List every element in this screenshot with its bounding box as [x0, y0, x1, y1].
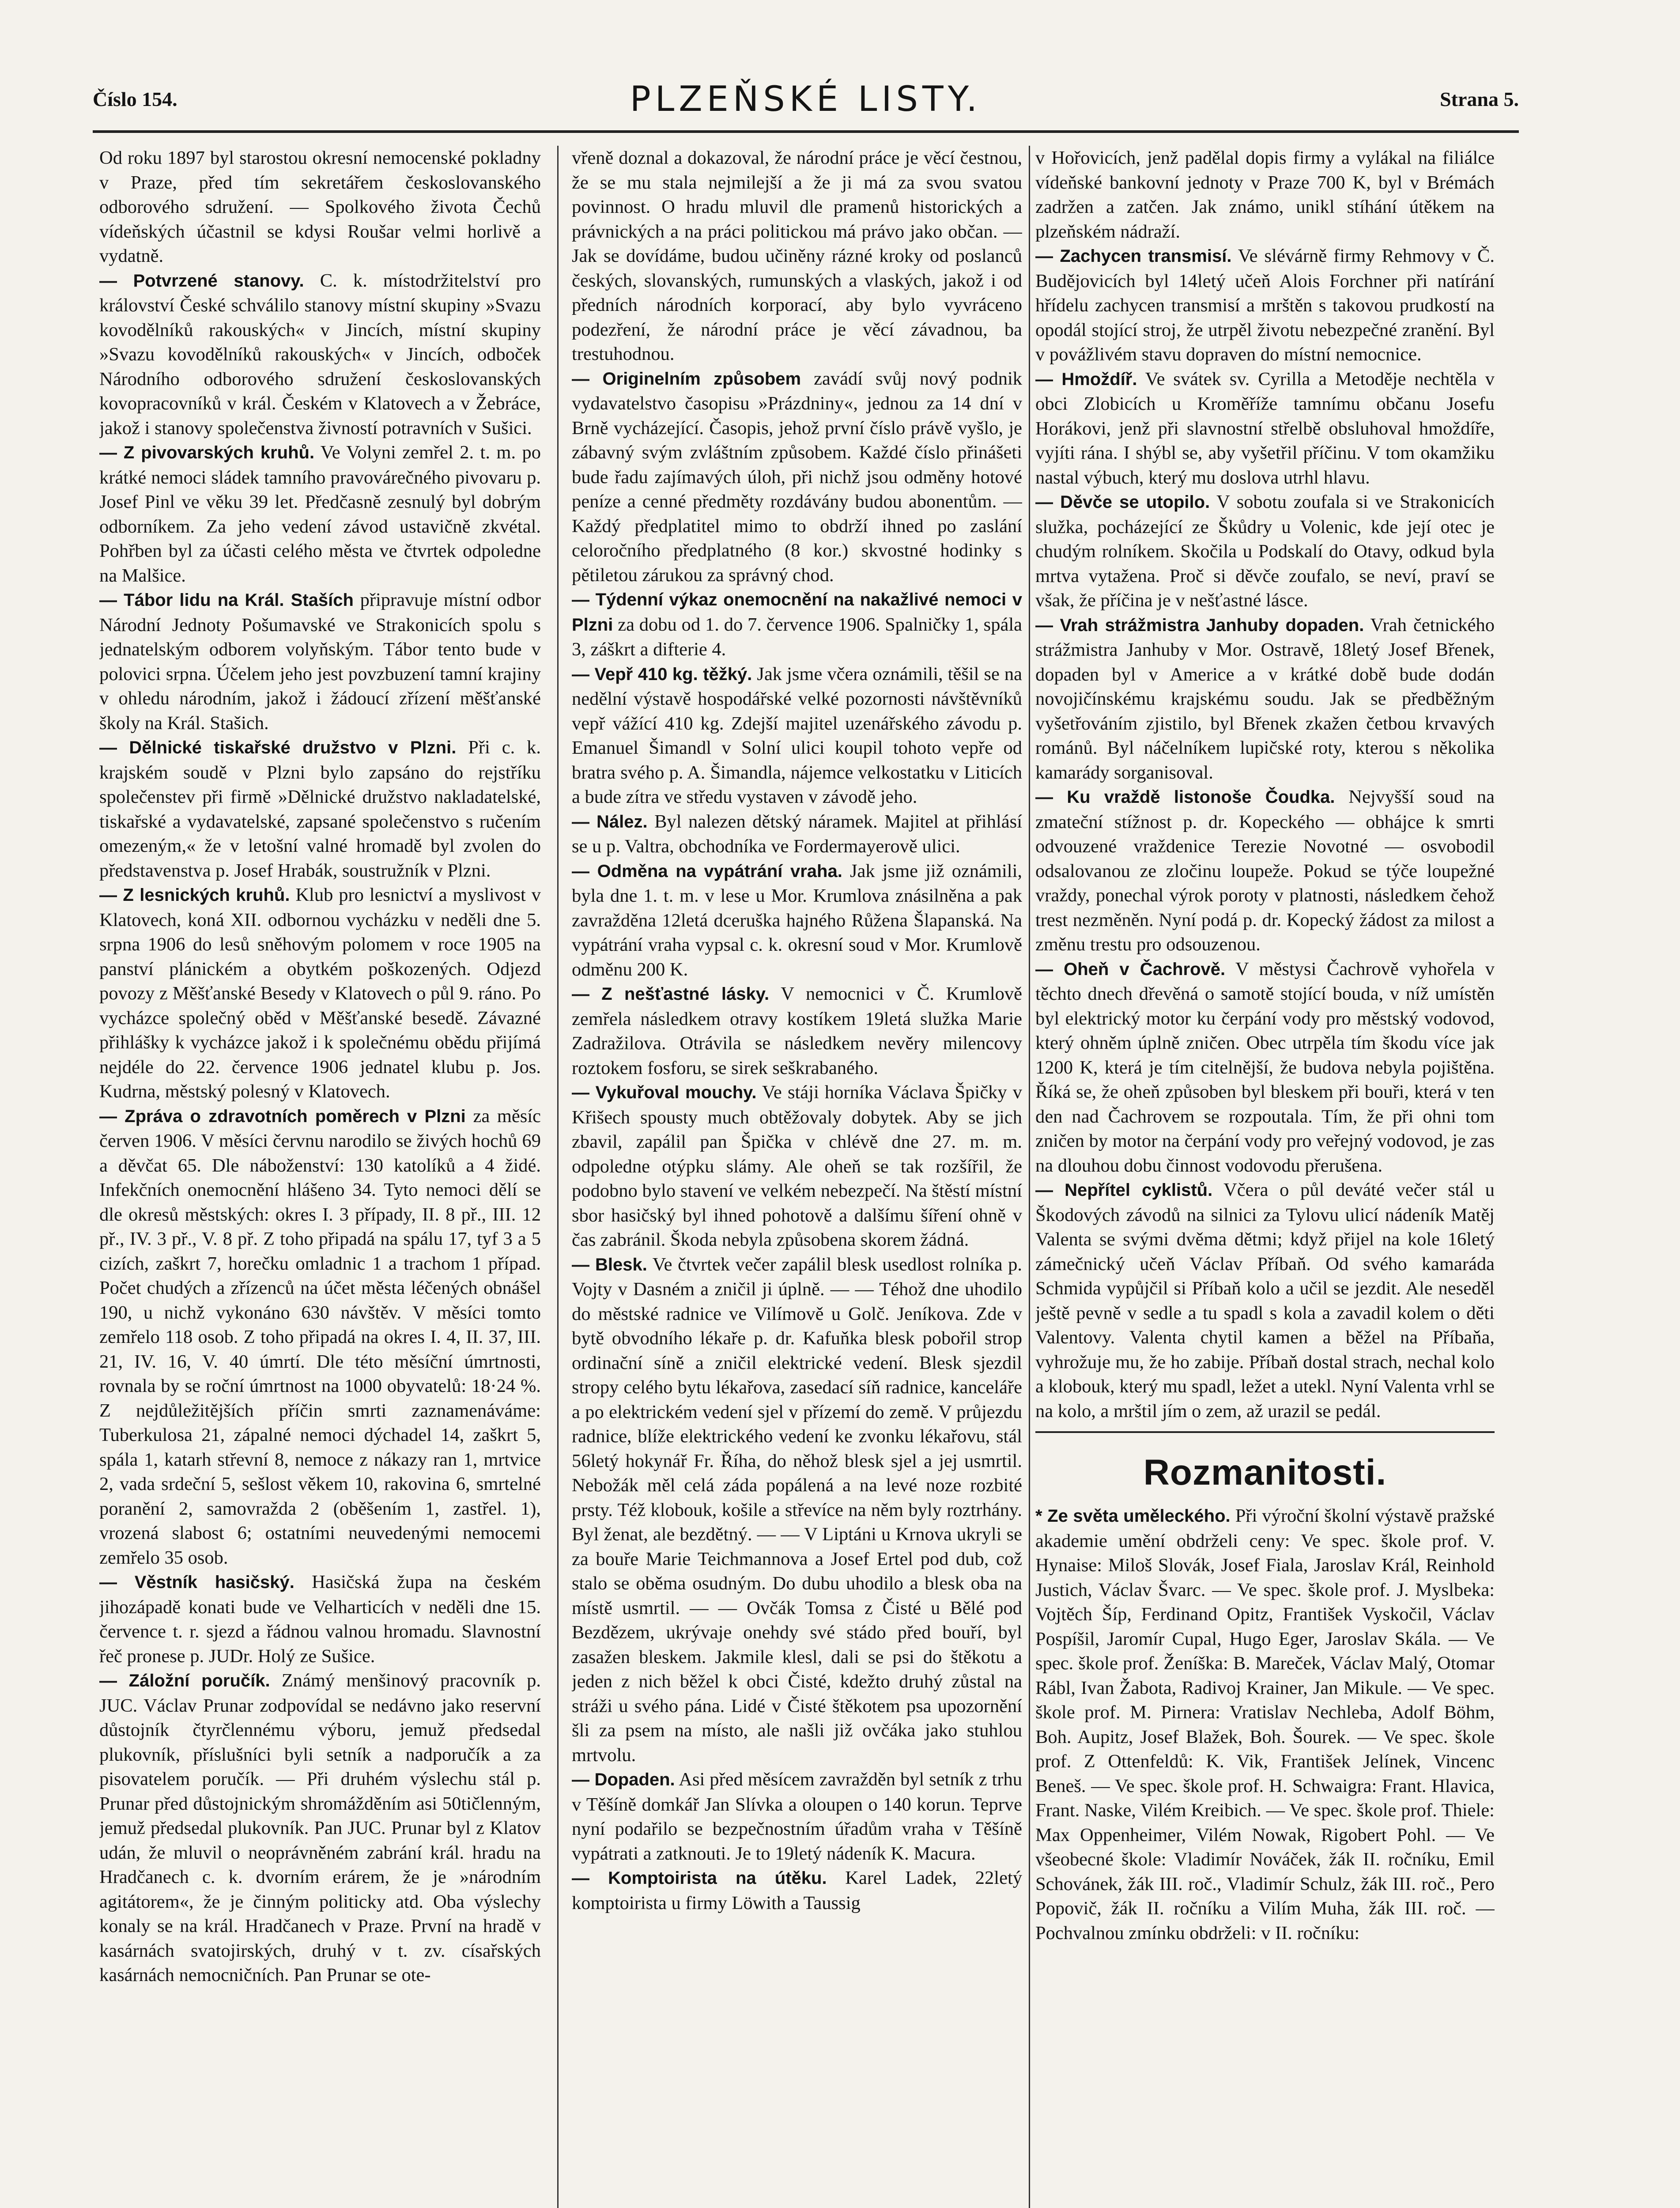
article-paragraph — [1035, 785, 1495, 957]
article-paragraph — [99, 146, 541, 268]
article-paragraph — [99, 1668, 541, 1988]
article-headline: — Zachycen transmisí. — [1035, 246, 1232, 266]
article-headline: * Ze světa uměleckého. — [1035, 1506, 1231, 1526]
section-articles — [1035, 1504, 1495, 1945]
column-3-articles — [1035, 146, 1495, 1423]
article-headline: — Oheň v Čachrově. — [1035, 959, 1226, 979]
article-text: Asi před měsícem zavražděn byl setník z trhu v Těšíně domkář Jan Slívka a oloupen o 140 korun. Teprve nyní podařilo se bezpečnostním úřadům vraha v Těšíně vypátrati a zatknouti. Je to 19letý nádeník K. Macura. — [572, 1769, 1022, 1864]
article-headline: — Z nešťastné lásky. — [572, 984, 770, 1004]
article-text: Karel Ladek, 22letý komptoirista u firmy Löwith a Taussig — [572, 1868, 1022, 1913]
article-text: vřeně doznal a dokazoval, že národní práce je věcí čestnou, že se mu stala nejmilejší a že ji má za svou svatou povinnost. O hradu mluvil dle pramenů historických a právnických a na práci politickou má právo jako občan. — Jak se dovídáme, budou učiněny rázné kroky od poslanců českých, slovanských, rumunských a vlaských, jakož i od předních národních korporací, aby bylo vyvráceno podezření, že národní práce je věcí závadnou, ba trestuhodnou. — [572, 147, 1022, 364]
article-paragraph — [1035, 1178, 1495, 1423]
issue-number: Číslo 154. — [93, 88, 177, 110]
article-headline: — Týdenní výkaz onemocnění na nakažlivé nemoci v Plzni — [572, 590, 1022, 635]
article-text: Byl nalezen dětský náramek. Majitel at přihlásí se u p. Valtra, obchodníka ve Fordermayerově ulici. — [572, 811, 1022, 857]
article-headline: — Nález. — [572, 812, 648, 832]
article-headline: — Odměna na vypátrání vraha. — [572, 861, 842, 881]
article-headline: — Vrah strážmistra Janhuby dopaden. — [1035, 615, 1364, 635]
column-1 — [99, 146, 541, 2208]
article-text: Od roku 1897 byl starostou okresní nemocenské pokladny v Praze, před tím sekretářem českoslovanského odborového sdružení. — Spolkového života Čechů vídeňských účastnil se kdysi Roušar velmi horlivě a vydatně. — [99, 147, 541, 266]
section-title: Rozmanitosti. — [1143, 1452, 1387, 1493]
article-paragraph — [1035, 490, 1495, 613]
article-headline: — Originelním způsobem — [572, 369, 801, 389]
article-text: V městysi Čachrově vyhořela v těchto dnech dřevěná o samotě stojící bouda, v níž umístěn byl elektrický motor ku čerpání vody pro městský vodovod, který ohněm úplně zničen. Obec utrpěla tím škodu více jak 1200 K, která je tím citelnější, že budova nebyla pojištěna. Říká se, že oheň způsoben byl bleskem při bouři, která v ten den nad Čachrovem se rozpoutala. Tím, že při ohni tom zničen by motor na čerpání vody pro veřejný vodovod, je zas na dlouhou dobu činnost vodovodu přerušena. — [1035, 958, 1495, 1176]
article-text: Ve stáji horníka Václava Špičky v Křišech spousty much obtěžovaly dobytek. Aby se jich zbavil, zapálil pan Špička v chlévě dne 27. m. m. odpoledne otýpku slámy. Ale oheň se tak rozšířil, že podobno bylo stavení ve velkém nebezpečí. Na štěstí místní sbor hasičský byl ihned pohotově a dalšímu šíření ohně v čas zabránil. Škoda nebyla způsobena skorem žádná. — [572, 1082, 1022, 1250]
article-paragraph — [1035, 146, 1495, 244]
article-text: zavádí svůj nový podnik vydavatelstvo časopisu »Prázdniny«, jednou za 14 dní v Brně vycházející. Časopis, jehož první číslo právě vyšlo, je zábavný svým zvláštním způsobem. Každé číslo přinášeti bude řadu zajímavých úloh, při nichž jsou odměny hotové peníze a cenné předměty rozdávány budou abonentům. — Každý předplatitel mimo to obdrží ihned po zaslání celoročního předplatného (8 kor.) skvostné hodinky s pětiletou zárukou za správný chod. — [572, 368, 1022, 586]
article-text: Jak jsme včera oznámili, těšil se na nedělní výstavě hospodářské velké pozornosti návštěvníků vepř vážící 410 kg. Zdejší majitel uzenářského závodu p. Emanuel Šimandl v Solní ulici koupil tohoto vepře od bratra svého p. A. Šimandla, nájemce velkostatku v Liticích a bude zítra ve středu vystaven v závodě jeho. — [572, 663, 1022, 807]
article-text: Vrah četnického strážmistra Janhuby v Mor. Ostravě, 18letý Josef Břenek, dopaden byl v Americe a v krátké době bude dodán novojičínskému krajskému soudu. Jak se předběžným vyšetřováním zjistilo, byl Břenek zkažen četbou krvavých románů. Byl náčelníkem lupičské roty, kterou s několika kamarády sorganisoval. — [1035, 614, 1495, 783]
article-paragraph — [99, 588, 541, 735]
article-text: V sobotu zoufala si ve Strakonicích služka, pocházející ze Škůdry u Volenic, kde její otec je chudým rolníkem. Skočila u Podskalí do Otavy, odkud byla mrtva vytažena. Proč si děvče zoufalo, se neví, praví se však, že příčina je v nešťastné lásce. — [1035, 492, 1495, 611]
article-paragraph — [572, 1080, 1022, 1252]
article-paragraph — [1035, 613, 1495, 785]
header-rule — [93, 130, 1519, 133]
article-paragraph — [99, 883, 541, 1104]
article-paragraph — [99, 735, 541, 883]
article-headline: — Ku vraždě listonoše Čoudka. — [1035, 787, 1335, 807]
article-headline: — Hmoždíř. — [1035, 369, 1137, 389]
article-paragraph — [1035, 367, 1495, 490]
page-header — [93, 79, 1519, 124]
article-headline: — Věstník hasičský. — [99, 1573, 294, 1592]
article-headline: — Blesk. — [572, 1255, 647, 1274]
article-text: V nemocnici v Č. Krumlově zemřela následkem otravy kostíkem 19letá služka Marie Zadražilova. Otrávila se následkem nevěry milencovy roztokem fosforu, se sirek seškrabaného. — [572, 983, 1022, 1078]
section-rule — [1035, 1431, 1495, 1433]
article-text: C. k. místodržitelství pro království České schválilo stanovy místní skupiny »Svazu kovodělníků rakouských« v Jincích, místní skupiny »Svazu kovodělníků rakouských« v Jincích, odboček Národního odborového sdružení českoslovanských kovopracovníků v král. Českém v Klatovech a v Žebráce, jakož i stanovy společenstva živností potravních v Sušici. — [99, 270, 541, 439]
page-number: Strana 5. — [1440, 88, 1519, 110]
article-headline: — Z lesnických kruhů. — [99, 885, 290, 905]
article-text: připravuje místní odbor Národní Jednoty Pošumavské ve Strakonicích spolu s jednatelským odborem volyňským. Tábor tento bude v polovici srpna. Účelem jeho jest povzbuzení tamní krajiny v ohledu národním, jakož i žádoucí zřízení měšťanské školy na Král. Stašich. — [99, 590, 541, 733]
article-paragraph — [572, 587, 1022, 662]
article-paragraph — [572, 146, 1022, 367]
article-text: Jak jsme již oznámili, byla dne 1. t. m. v lese u Mor. Krumlova znásilněna a pak zavražděna 12letá dceruška hajného Růžena Šlapanská. Na vypátrání vraha vypsal c. k. okresní soud v Mor. Krumlově odměnu 200 K. — [572, 860, 1022, 980]
article-text: Při výroční školní výstavě pražské akademie umění obdrželi ceny: Ve spec. škole prof. V. Hynaise: Miloš Slovák, Josef Fiala, Jaroslav Král, Reinhold Justich, Václav Švarc. — Ve spec. škole prof. J. Myslbeka: Vojtěch Šíp, Ferdinand Opitz, František Vyskočil, Václav Pospíšil, Jaromír Cupal, Hugo Eger, Jaroslav Skála. — Ve spec. škole prof. Ženíška: B. Mareček, Václav Malý, Otomar Rábl, Ivan Žabota, Radivoj Krainer, Jan Mikule. — Ve spec. škole prof. M. Pirnera: Vratislav Nechleba, Adolf Böhm, Boh. Aupitz, Josef Blažek, Boh. Šourek. — Ve spec. škole prof. Z Ottenfeldů: K. Vik, František Jelínek, Vincenc Beneš. — Ve spec. škole prof. H. Schwaigra: Frant. Hlavica, Frant. Naske, Vilém Kreibich. — Ve spec. škole prof. Thiele: Max Oppenheimer, Vilém Nowak, Rigobert Pohl. — Ve všeobecné škole: Vladimír Nováček, žák II. ročníku, Emil Schovánek, žák III. roč., Vladimír Schulz, žák III. roč., Pero Popovič, žák II. ročníku a Vilím Muha, žák III. roč. — Pochvalnou zmínku obdrželi: v II. ročníku: — [1035, 1505, 1495, 1943]
article-headline: — Nepřítel cyklistů. — [1035, 1180, 1213, 1200]
article-text: Ve Volyni zemřel 2. t. m. po krátké nemoci sládek tamního pravovárečného pivovaru p. Josef Pinl ve věku 39 let. Předčasně zesnulý byl dobrým odborníkem. Za jeho vedení závod ustavičně zkvétal. Pohřben byl za účasti celého města ve čtvrtek odpoledne na Malšice. — [99, 442, 541, 586]
article-text: Hasičská župa na českém jihozápadě konati bude ve Velharticích v neděli dne 15. července t. r. sjezd a řádnou valnou hromadu. Slavnostní řeč pronese p. JUDr. Holý ze Sušice. — [99, 1572, 541, 1667]
article-text: Ve slévárně firmy Rehmovy v Č. Budějovicích byl 14letý učeň Alois Forchner při natírání hřídelu zachycen transmisí a mrštěn s takovou prudkostí na opodál stojící stroj, že utrpěl životu nebezpečné zranění. Byl v povážlivém stavu dopraven do místní nemocnice. — [1035, 246, 1495, 365]
article-text: Známý menšinový pracovník p. JUC. Václav Prunar zodpovídal se nedávno jako reservní důstojník čtyrčlennému výboru, jemuž předsedal plukovník, příslušníci byli setník a nadporučík a za pisovatelem poručík. — Při druhém výslechu stál p. Prunar před důstojnickým shromážděním asi 50tičlenným, jemuž předsedal plukovník. Pan JUC. Prunar byl z Klatov udán, že mluvil o neoprávněném zabrání král. hradu na Hradčanech c. k. dvorním erárem, že je »národním agitátorem«, že je činným politicky atd. Oba výslechy konaly se na král. Hradčanech v Praze. První na hradě v kasárnách svatojirských, druhý v t. zv. císařských kasárnách nemocničních. Pan Prunar se ote- — [99, 1670, 541, 1985]
article-text: v Hořovicích, jenž padělal dopis firmy a vylákal na filiálce vídeňské bankovní jednoty v Praze 700 K, byl v Brémách zadržen a zatčen. Jak známo, unikl stíhání útěkem na plzeňském nádraží. — [1035, 147, 1495, 242]
article-headline: — Děvče se utopilo. — [1035, 492, 1210, 512]
article-paragraph — [572, 1252, 1022, 1768]
article-paragraph — [1035, 1504, 1495, 1945]
article-headline: — Dopaden. — [572, 1770, 675, 1789]
article-headline: — Potvrzené stanovy. — [99, 271, 304, 291]
article-text: Nejvyšší soud na zmateční stížnost p. dr. Kopeckého — obhájce k smrti odvouzené vraždenice Terezie Novotné — osvobodil odsalovanou ze zločinu loupeže. Pokud se týče loupežné vraždy, ponechal výrok poroty v platnosti, následkem čehož trest nezměněn. Nyní podá p. dr. Kopecký žádost za milost a změnu trestu pro odsouzenou. — [1035, 786, 1495, 955]
column-divider — [1029, 146, 1030, 2208]
article-text: Klub pro lesnictví a myslivost v Klatovech, koná XII. odbornou vycházku v neděli dne 5. srpna 1906 do lesů sněhovým polomem v roce 1905 na panství plánickém a obytkém poškozených. Odjezd povozy z Měšťanské Besedy v Klatovech o půl 9. ráno. Po vycházce společný oběd v Měšťanské besedě. Závazné přihlášky k vycházce jakož i k společnému obědu přijímá nejdéle do 22. července 1906 jednatel klubu p. Jos. Kudrna, městský polesný v Klatovech. — [99, 885, 541, 1102]
column-2 — [572, 146, 1022, 2208]
article-paragraph — [1035, 957, 1495, 1178]
article-paragraph — [99, 1570, 541, 1668]
article-paragraph — [99, 440, 541, 588]
article-text: Včera o půl deváté večer stál u Škodových závodů na silnici za Tylovu ulicí nádeník Matěj Valenta se svými dvěma dětmi; když přijel na kole 16letý zámečnický učeň Václav Příbaň. Od svého kamaráda Schmida vypůjčil si Příbaň kolo a učil se jezdit. Ale neseděl ještě pevně v sedle a tu spadl s kola a zavadil kolem o děti Valentovy. Valenta chytil kamen a běžel na Příbaňa, vyhrožuje mu, že ho zabije. Příbaň dostal strach, nechal kolo a klobouk, který mu spadl, ležet a utekl. Nyní Valenta vrhl se na kolo, a mrštil jím o zem, až urazil se pedál. — [1035, 1180, 1495, 1422]
article-headline: — Dělnické tiskařské družstvo v Plzni. — [99, 738, 457, 757]
article-text: za měsíc červen 1906. V měsíci červnu narodilo se živých hochů 69 a děvčat 65. Dle náboženství: 130 katolíků a 4 židé. Infekčních onemocnění hlášeno 34. Tyto nemoci dělí se dle okresů městských: okres I. 3 případy, II. 8 př., III. 12 př., IV. 3 př., V. 8 př. Z toho připadá na spálu 17, tyf 3 a 5 cizích, zaškrt 7, horečku omladnic 1 a trachom 1 případ. Počet chudých a zřízenců na účet města léčených obnášel 190, u nichž vykonáno 630 návštěv. V měsíci tomto zemřelo 118 osob. Z toho připadá na okres I. 4, II. 37, III. 21, IV. 16, V. 40 úmrtí. Dle této měsíční úmrtnosti, rovnala by se roční úmrtnost na 1000 obyvatelů: 18·24 %. Z nejdůležitějších příčin smrti zaznamenáváme: Tuberkulosa 21, zápalné nemoci dýchadel 14, zaškrt 5, spála 1, katarh střevní 8, nemoce z nákazy ran 1, mrtvice 2, vada srdeční 5, sešlost věkem 10, rakovina 6, smrtelné poranění 2, samovražda 2 (oběšením 1, zastřel. 1), vrozená slabost 6; ostatními neuvedenými nemocemi zemřelo 35 osob. — [99, 1105, 541, 1568]
article-headline: — Záložní poručík. — [99, 1671, 270, 1690]
article-headline: — Komptoirista na útěku. — [572, 1868, 827, 1888]
article-paragraph — [572, 859, 1022, 982]
article-paragraph — [99, 1104, 541, 1570]
article-paragraph — [572, 662, 1022, 809]
article-headline: — Vykuřoval mouchy. — [572, 1083, 757, 1102]
article-text: za dobu od 1. do 7. července 1906. Spalničky 1, spála 3, záškrt a difterie 4. — [572, 614, 1022, 660]
newspaper-title: PLZEŇSKÉ LISTY. — [630, 79, 982, 119]
article-paragraph — [1035, 244, 1495, 367]
article-paragraph — [572, 809, 1022, 859]
article-headline: — Zpráva o zdravotních poměrech v Plzni — [99, 1106, 466, 1126]
article-paragraph — [572, 367, 1022, 588]
article-text: Ve čtvrtek večer zapálil blesk usedlost rolníka p. Vojty v Dasném a zničil ji úplně. — — Téhož dne uhodilo do městské radnice ve Vilímově u Golč. Jeníkova. Zde v bytě obvodního lékaře p. dr. Kafuňka blesk pobořil strop ordinační síně a zničil elektrické vedení. Blesk sjezdil stropy celého bytu lékařova, zasedací síň radnice, kanceláře a po elektrickém vedení sjel v přízemí do země. V průjezdu radnice, blíže elektrického vedení ke zvonku lékařovu, stál 56letý hokynář Fr. Říha, do něhož blesk sjel a jej usmrtil. Nebožák měl celá záda popálená a na levé noze rozbité prsty. Též klobouk, košile a střevíce na něm byly roztrhány. Byl ženat, ale bezdětný. — — V Liptáni u Krnova ukryli se za bouře Marie Teichmannova a Josef Ertel pod dub, což stalo se oběma osudným. Do dubu uhodilo a blesk oba na místě usmrtil. — — Ovčák Tomsa z Čisté u Bělé pod Bezdězem, ukrývaje onehdy své stádo před bouří, byl zasažen bleskem. Jakmile klesl, dali se psi do štěkotu a jeden z nich běžel k obci Čisté, kdežto druhý zůstal na stráži u svého pána. Lidé v Čisté štěkotem psa upozornění šli za psem na místo, ale našli již ovčáka jako stuhlou mrtvolu. — [572, 1254, 1022, 1766]
column-divider — [557, 146, 559, 2208]
article-headline: — Z pivovarských kruhů. — [99, 443, 315, 462]
column-3 — [1035, 146, 1495, 2208]
article-headline: — Vepř 410 kg. těžký. — [572, 664, 752, 684]
article-paragraph — [572, 982, 1022, 1080]
article-paragraph — [572, 1866, 1022, 1915]
article-headline: — Tábor lidu na Král. Staších — [99, 590, 354, 610]
article-paragraph — [99, 268, 541, 441]
article-text: Ve svátek sv. Cyrilla a Metoděje nechtěla v obci Zlobicích u Kroměříže tamnímu občanu Josefu Horákovi, jenž při slavnostní střelbě obsluhoval hmoždíře, vyjíti rána. I shýbl se, aby vyšetřil příčinu. V tom okamžiku nastal výbuch, který mu doslova utrhl hlavu. — [1035, 368, 1495, 488]
article-text: Při c. k. krajském soudě v Plzni bylo zapsáno do rejstříku společenstev při firmě »Dělnické družstvo nakladatelské, tiskařské a vydavatelské, zapsané společenstvo s ručením omezeným,« že v letošní valné hromadě byl zvolen do představenstva p. Josef Hrabák, soustružník v Plzni. — [99, 737, 541, 881]
article-paragraph — [572, 1767, 1022, 1866]
